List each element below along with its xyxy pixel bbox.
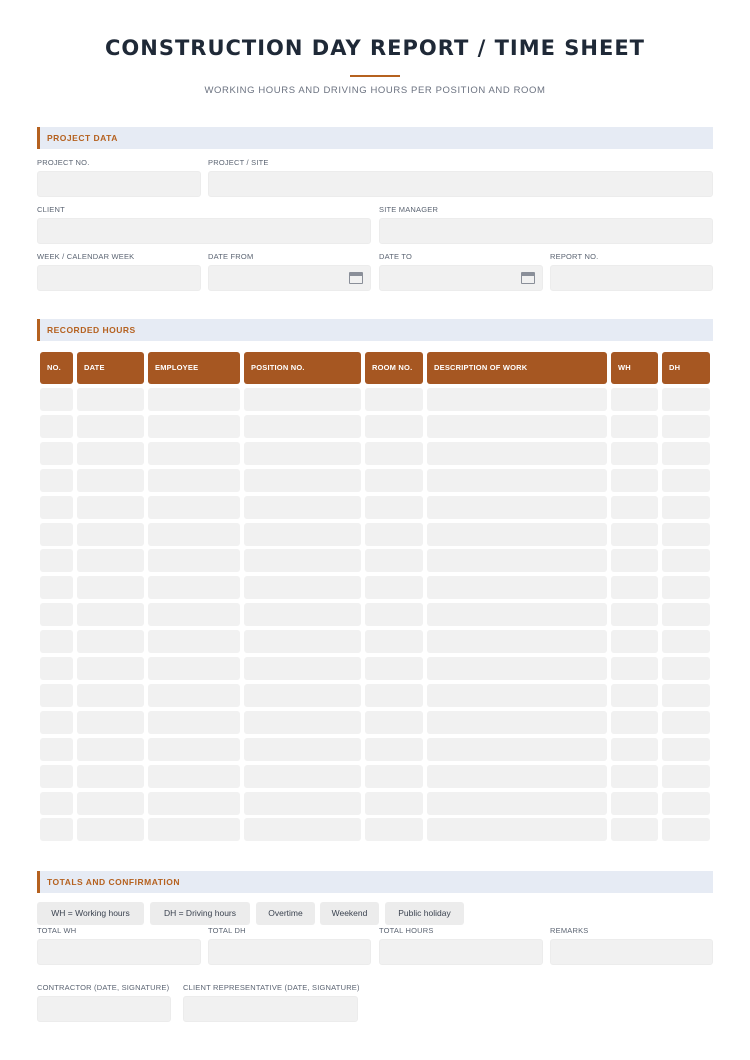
- cell-room-no[interactable]: [365, 603, 423, 626]
- cell-dh[interactable]: [662, 388, 710, 411]
- cell-dh[interactable]: [662, 549, 710, 572]
- cell-wh[interactable]: [611, 765, 658, 788]
- page-title: CONSTRUCTION DAY REPORT / TIME SHEET: [105, 36, 645, 60]
- section-title: RECORDED HOURS: [47, 325, 136, 335]
- cell-description[interactable]: [427, 603, 607, 626]
- remarks-field[interactable]: [550, 939, 713, 965]
- cell-wh[interactable]: [611, 442, 658, 465]
- cell-description[interactable]: [427, 549, 607, 572]
- cell-position-no[interactable]: [244, 630, 361, 653]
- cell-position-no[interactable]: [244, 549, 361, 572]
- cell-dh[interactable]: [662, 738, 710, 761]
- cell-room-no[interactable]: [365, 818, 423, 841]
- client-rep-signature-label: CLIENT REPRESENTATIVE (DATE, SIGNATURE): [183, 983, 360, 992]
- column-header-employee: EMPLOYEE: [148, 352, 240, 384]
- cell-dh[interactable]: [662, 442, 710, 465]
- cell-no[interactable]: [40, 738, 73, 761]
- cell-no[interactable]: [40, 496, 73, 519]
- cell-dh[interactable]: [662, 765, 710, 788]
- date-from-label: DATE FROM: [208, 252, 254, 261]
- contractor-signature-field[interactable]: [37, 996, 171, 1022]
- cell-position-no[interactable]: [244, 765, 361, 788]
- column-header-room-no: ROOM NO.: [365, 352, 423, 384]
- cell-employee[interactable]: [148, 630, 240, 653]
- cell-room-no[interactable]: [365, 549, 423, 572]
- cell-date[interactable]: [77, 818, 144, 841]
- cell-dh[interactable]: [662, 496, 710, 519]
- cell-no[interactable]: [40, 523, 73, 546]
- section-recorded-hours: [37, 319, 713, 341]
- report-no-field[interactable]: [550, 265, 713, 291]
- calendar-icon[interactable]: [349, 272, 363, 284]
- cell-wh[interactable]: [611, 711, 658, 734]
- cell-date[interactable]: [77, 469, 144, 492]
- cell-dh[interactable]: [662, 711, 710, 734]
- cell-date[interactable]: [77, 738, 144, 761]
- cell-dh[interactable]: [662, 603, 710, 626]
- column-header-position-no: POSITION NO.: [244, 352, 361, 384]
- cell-wh[interactable]: [611, 388, 658, 411]
- cell-date[interactable]: [77, 792, 144, 815]
- cell-dh[interactable]: [662, 523, 710, 546]
- legend-chip-weekend: Weekend: [320, 902, 379, 925]
- cell-employee[interactable]: [148, 496, 240, 519]
- legend-chip-public-holiday: Public holiday: [385, 902, 464, 925]
- client-rep-signature-field[interactable]: [183, 996, 358, 1022]
- cell-no[interactable]: [40, 442, 73, 465]
- cell-description[interactable]: [427, 523, 607, 546]
- cell-description[interactable]: [427, 576, 607, 599]
- cell-description[interactable]: [427, 765, 607, 788]
- cell-position-no[interactable]: [244, 442, 361, 465]
- cell-employee[interactable]: [148, 738, 240, 761]
- cell-employee[interactable]: [148, 549, 240, 572]
- client-field[interactable]: [37, 218, 371, 244]
- cell-room-no[interactable]: [365, 684, 423, 707]
- column-header-no: NO.: [40, 352, 73, 384]
- cell-date[interactable]: [77, 549, 144, 572]
- cell-employee[interactable]: [148, 603, 240, 626]
- cell-employee[interactable]: [148, 442, 240, 465]
- cell-date[interactable]: [77, 630, 144, 653]
- cell-no[interactable]: [40, 630, 73, 653]
- section-title: TOTALS AND CONFIRMATION: [47, 877, 181, 887]
- cell-position-no[interactable]: [244, 523, 361, 546]
- total-wh-label: TOTAL WH: [37, 926, 77, 935]
- total-wh-field[interactable]: [37, 939, 201, 965]
- cell-room-no[interactable]: [365, 496, 423, 519]
- week-field[interactable]: [37, 265, 201, 291]
- cell-date[interactable]: [77, 657, 144, 680]
- cell-description[interactable]: [427, 388, 607, 411]
- project-no-label: PROJECT NO.: [37, 158, 90, 167]
- column-header-description: DESCRIPTION OF WORK: [427, 352, 607, 384]
- cell-employee[interactable]: [148, 469, 240, 492]
- cell-no[interactable]: [40, 818, 73, 841]
- cell-room-no[interactable]: [365, 657, 423, 680]
- cell-room-no[interactable]: [365, 765, 423, 788]
- page-subtitle: WORKING HOURS AND DRIVING HOURS PER POSITION AND ROOM: [204, 85, 546, 96]
- cell-dh[interactable]: [662, 576, 710, 599]
- cell-position-no[interactable]: [244, 711, 361, 734]
- cell-dh[interactable]: [662, 469, 710, 492]
- cell-wh[interactable]: [611, 523, 658, 546]
- cell-position-no[interactable]: [244, 469, 361, 492]
- legend-chip-dh: DH = Driving hours: [150, 902, 250, 925]
- cell-employee[interactable]: [148, 684, 240, 707]
- cell-wh[interactable]: [611, 684, 658, 707]
- cell-employee[interactable]: [148, 657, 240, 680]
- cell-description[interactable]: [427, 657, 607, 680]
- cell-wh[interactable]: [611, 818, 658, 841]
- cell-no[interactable]: [40, 711, 73, 734]
- cell-date[interactable]: [77, 415, 144, 438]
- site-manager-label: SITE MANAGER: [379, 205, 439, 214]
- cell-position-no[interactable]: [244, 792, 361, 815]
- cell-dh[interactable]: [662, 657, 710, 680]
- cell-employee[interactable]: [148, 792, 240, 815]
- cell-description[interactable]: [427, 415, 607, 438]
- cell-dh[interactable]: [662, 684, 710, 707]
- calendar-icon[interactable]: [521, 272, 535, 284]
- cell-description[interactable]: [427, 792, 607, 815]
- cell-room-no[interactable]: [365, 388, 423, 411]
- cell-description[interactable]: [427, 630, 607, 653]
- cell-wh[interactable]: [611, 792, 658, 815]
- cell-wh[interactable]: [611, 469, 658, 492]
- cell-dh[interactable]: [662, 792, 710, 815]
- cell-position-no[interactable]: [244, 603, 361, 626]
- cell-date[interactable]: [77, 684, 144, 707]
- contractor-signature-label: CONTRACTOR (DATE, SIGNATURE): [37, 983, 170, 992]
- date-to-field[interactable]: [379, 265, 543, 291]
- cell-wh[interactable]: [611, 657, 658, 680]
- project-no-field[interactable]: [37, 171, 201, 197]
- cell-wh[interactable]: [611, 576, 658, 599]
- project-site-label: PROJECT / SITE: [208, 158, 269, 167]
- week-label: WEEK / CALENDAR WEEK: [37, 252, 135, 261]
- total-dh-field[interactable]: [208, 939, 371, 965]
- cell-wh[interactable]: [611, 415, 658, 438]
- cell-position-no[interactable]: [244, 415, 361, 438]
- cell-no[interactable]: [40, 549, 73, 572]
- cell-wh[interactable]: [611, 549, 658, 572]
- cell-date[interactable]: [77, 523, 144, 546]
- cell-no[interactable]: [40, 657, 73, 680]
- cell-employee[interactable]: [148, 576, 240, 599]
- legend-chip-overtime: Overtime: [256, 902, 315, 925]
- column-header-wh: WH: [611, 352, 658, 384]
- cell-room-no[interactable]: [365, 711, 423, 734]
- cell-employee[interactable]: [148, 523, 240, 546]
- cell-position-no[interactable]: [244, 657, 361, 680]
- cell-description[interactable]: [427, 496, 607, 519]
- cell-description[interactable]: [427, 469, 607, 492]
- cell-room-no[interactable]: [365, 442, 423, 465]
- cell-room-no[interactable]: [365, 469, 423, 492]
- cell-dh[interactable]: [662, 818, 710, 841]
- cell-wh[interactable]: [611, 630, 658, 653]
- cell-no[interactable]: [40, 415, 73, 438]
- cell-room-no[interactable]: [365, 738, 423, 761]
- legend-chip-wh: WH = Working hours: [37, 902, 144, 925]
- date-from-field[interactable]: [208, 265, 371, 291]
- cell-room-no[interactable]: [365, 630, 423, 653]
- cell-room-no[interactable]: [365, 523, 423, 546]
- cell-no[interactable]: [40, 765, 73, 788]
- section-project-data: [37, 127, 713, 149]
- cell-employee[interactable]: [148, 711, 240, 734]
- cell-description[interactable]: [427, 818, 607, 841]
- cell-position-no[interactable]: [244, 388, 361, 411]
- cell-employee[interactable]: [148, 415, 240, 438]
- remarks-label: REMARKS: [550, 926, 589, 935]
- cell-date[interactable]: [77, 765, 144, 788]
- cell-description[interactable]: [427, 738, 607, 761]
- cell-position-no[interactable]: [244, 684, 361, 707]
- cell-no[interactable]: [40, 388, 73, 411]
- total-hours-field[interactable]: [379, 939, 543, 965]
- column-header-date: DATE: [77, 352, 144, 384]
- project-site-field[interactable]: [208, 171, 713, 197]
- cell-date[interactable]: [77, 388, 144, 411]
- cell-no[interactable]: [40, 684, 73, 707]
- cell-no[interactable]: [40, 792, 73, 815]
- cell-description[interactable]: [427, 684, 607, 707]
- cell-wh[interactable]: [611, 603, 658, 626]
- title-underline: [350, 75, 400, 77]
- cell-description[interactable]: [427, 711, 607, 734]
- cell-date[interactable]: [77, 576, 144, 599]
- cell-employee[interactable]: [148, 818, 240, 841]
- cell-date[interactable]: [77, 442, 144, 465]
- client-label: CLIENT: [37, 205, 65, 214]
- section-title: PROJECT DATA: [47, 133, 118, 143]
- cell-room-no[interactable]: [365, 415, 423, 438]
- cell-room-no[interactable]: [365, 792, 423, 815]
- section-totals: [37, 871, 713, 893]
- site-manager-field[interactable]: [379, 218, 713, 244]
- cell-date[interactable]: [77, 603, 144, 626]
- cell-position-no[interactable]: [244, 738, 361, 761]
- cell-room-no[interactable]: [365, 576, 423, 599]
- cell-position-no[interactable]: [244, 496, 361, 519]
- date-to-label: DATE TO: [379, 252, 413, 261]
- cell-date[interactable]: [77, 496, 144, 519]
- cell-no[interactable]: [40, 576, 73, 599]
- cell-description[interactable]: [427, 442, 607, 465]
- total-hours-label: TOTAL HOURS: [379, 926, 434, 935]
- cell-no[interactable]: [40, 603, 73, 626]
- cell-no[interactable]: [40, 469, 73, 492]
- cell-wh[interactable]: [611, 496, 658, 519]
- cell-dh[interactable]: [662, 630, 710, 653]
- cell-employee[interactable]: [148, 765, 240, 788]
- report-no-label: REPORT NO.: [550, 252, 599, 261]
- total-dh-label: TOTAL DH: [208, 926, 246, 935]
- cell-employee[interactable]: [148, 388, 240, 411]
- cell-position-no[interactable]: [244, 818, 361, 841]
- cell-dh[interactable]: [662, 415, 710, 438]
- cell-wh[interactable]: [611, 738, 658, 761]
- column-header-dh: DH: [662, 352, 710, 384]
- cell-date[interactable]: [77, 711, 144, 734]
- cell-position-no[interactable]: [244, 576, 361, 599]
